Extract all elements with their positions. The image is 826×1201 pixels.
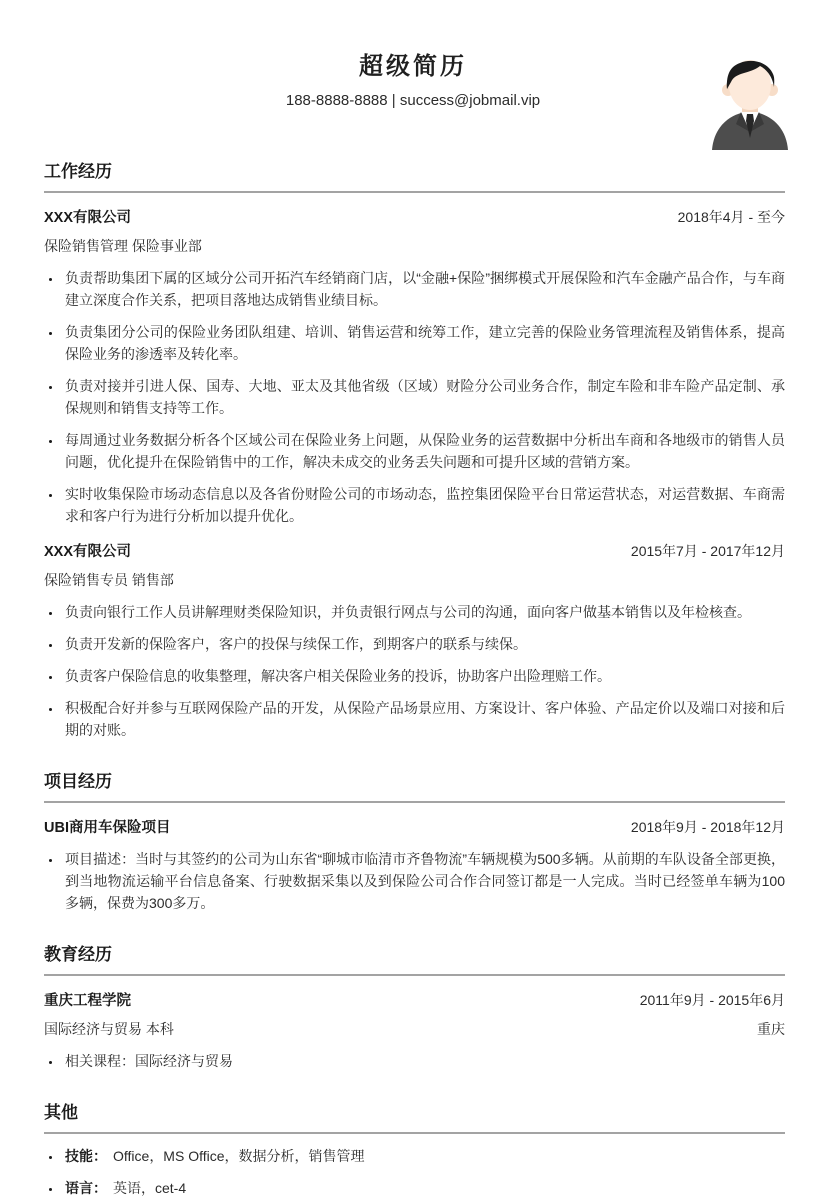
bullet-item: • 积极配合好并参与互联网保险产品的开发，从保险产品场景应用、方案设计、客户体验、产品定价以及端口对接和后期的对账。	[62, 697, 785, 741]
job-title: 保险销售管理 保险事业部	[44, 238, 202, 254]
work-entry-2	[44, 540, 785, 741]
entry-date: 2018年9月 - 2018年12月	[630, 819, 785, 835]
project-entry-1	[44, 816, 785, 914]
language-value: 英语，cet-4	[113, 1180, 187, 1196]
entry-header	[44, 540, 785, 561]
work-entry-1	[44, 206, 785, 527]
language-label: 语言：	[65, 1180, 107, 1196]
male-avatar-icon	[700, 42, 800, 150]
bullet-list	[44, 267, 785, 527]
bullet-list	[44, 601, 785, 741]
resume-content	[0, 157, 826, 1199]
education-entry-1	[44, 989, 785, 1072]
entry-subheader	[44, 570, 785, 590]
contact-line: 188-8888-8888 | success@jobmail.vip	[285, 92, 541, 109]
entry-header	[44, 816, 785, 837]
bullet-item: • 负责集团分公司的保险业务团队组建、培训、销售运营和统筹工作，建立完善的保险业务管理流程及销售体系，提高保险业务的渗透率及转化率。	[62, 321, 785, 365]
bullet-item: • 项目描述：当时与其签约的公司为山东省“聊城市临清市齐鲁物流”车辆规模为500多辆。从前期的车队设备全部更换，到当地物流运输平台信息备案、行驶数据采集以及到保险公司合作合同签订都是一人完成。当时已经签单车辆为100多辆，保费为300多万。	[62, 848, 785, 914]
bullet-list	[44, 848, 785, 914]
section-project-experience	[44, 767, 785, 914]
bullet-item: • 实时收集保险市场动态信息以及各省份财险公司的市场动态，监控集团保险平台日常运营状态，对运营数据、车商需求和客户行为进行分析加以提升优化。	[62, 483, 785, 527]
bullet-item: • 每周通过业务数据分析各个区域公司在保险业务上问题，从保险业务的运营数据中分析出车商和各地级市的销售人员问题，优化提升在保险销售中的工作，解决未成交的业务丢失问题和可提升区域的营销方案。	[62, 429, 785, 473]
school-location: 重庆	[757, 1021, 785, 1037]
school-name: 重庆工程学院	[44, 993, 131, 1009]
entry-date: 2018年4月 - 至今	[677, 209, 785, 225]
bullet-item: • 负责向银行工作人员讲解理财类保险知识，并负责银行网点与公司的沟通，面向客户做基本销售以及年检核查。	[62, 601, 785, 623]
bullet-item: • 相关课程：国际经济与贸易	[62, 1050, 785, 1072]
company-name: XXX有限公司	[44, 544, 132, 560]
bullet-item: • 负责客户保险信息的收集整理，解决客户相关保险业务的投诉，协助客户出险理赔工作。	[62, 665, 785, 687]
project-name: UBI商用车保险项目	[44, 820, 171, 836]
entry-header	[44, 206, 785, 227]
bullet-list	[44, 1050, 785, 1072]
bullet-item: • 负责对接并引进人保、国寿、大地、亚太及其他省级（区域）财险分公司业务合作，制定车险和非车险产品定制、承保规则和销售支持等工作。	[62, 375, 785, 419]
skill-item	[62, 1145, 785, 1167]
skill-label: 技能：	[65, 1148, 107, 1164]
section-heading-work: 工作经历	[44, 157, 785, 193]
major-degree: 国际经济与贸易 本科	[44, 1021, 174, 1037]
bullet-item: • 负责开发新的保险客户，客户的投保与续保工作，到期客户的联系与续保。	[62, 633, 785, 655]
entry-date: 2011年9月 - 2015年6月	[639, 992, 785, 1008]
skill-value: Office，MS Office，数据分析，销售管理	[113, 1148, 365, 1164]
section-education	[44, 940, 785, 1072]
job-title: 保险销售专员 销售部	[44, 572, 174, 588]
company-name: XXX有限公司	[44, 210, 132, 226]
section-other	[44, 1098, 785, 1199]
entry-date: 2015年7月 - 2017年12月	[630, 543, 785, 559]
bullet-item: • 负责帮助集团下属的区域分公司开拓汽车经销商门店，以“金融+保险”捆绑模式开展保险和汽车金融产品合作，与车商建立深度合作关系，把项目落地达成销售业绩目标。	[62, 267, 785, 311]
section-heading-project: 项目经历	[44, 767, 785, 803]
entry-subheader	[44, 1019, 785, 1039]
section-work-experience	[44, 157, 785, 741]
bullet-list	[44, 1145, 785, 1199]
entry-subheader	[44, 236, 785, 256]
profile-photo	[700, 42, 800, 150]
page-title: 超级简历	[359, 53, 467, 80]
entry-header	[44, 989, 785, 1010]
language-item	[62, 1177, 785, 1199]
section-heading-education: 教育经历	[44, 940, 785, 976]
section-heading-other: 其他	[44, 1098, 785, 1134]
